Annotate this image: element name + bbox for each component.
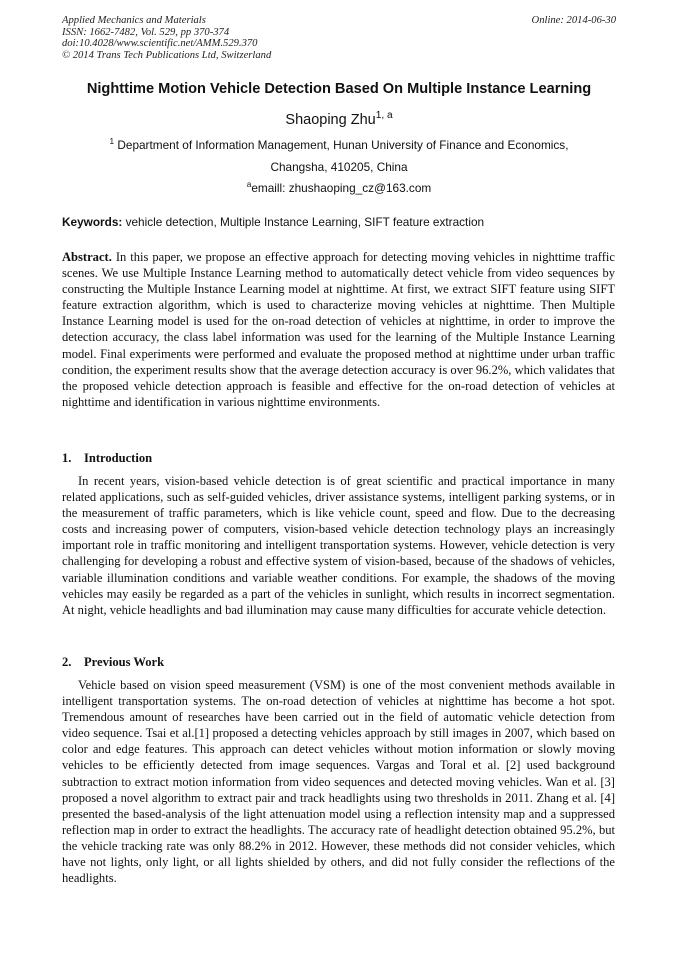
section-heading-previous-work [62, 655, 164, 670]
affiliation-line-1 [40, 138, 638, 152]
abstract-text: In this paper, we propose an effective approach for detecting moving vehicles in nighttime traffic scenes. We use Multiple Instance Learning method to automatically detect vehicle from video sequences by constructing the Multiple Instance Learning model at nighttime. At first, we extract SIFT feature using SIFT feature extraction algorithm, which is used to characterize moving vehicles at nighttime. Then Multiple Instance Learning model is used for the on-road detection of vehicles at nighttime, in order to improve the detection accuracy, the class label information was used for the learning of the Multiple Instance Learning model. Final experiments were performed and evaluate the proposed method at nighttime under urban traffic condition, the experiment results show that the average detection accuracy is over 96.2%, which validates that the proposed vehicle detection approach is feasible and effective for the on-road detection of vehicles at nighttime and identification in various nighttime environments. [62, 250, 615, 409]
journal-header [62, 15, 271, 61]
section-title: Introduction [84, 451, 153, 465]
abstract-paragraph [62, 249, 615, 410]
author-line [40, 112, 638, 128]
section-number: 1. [62, 451, 72, 465]
author-name: Shaoping Zhu [285, 112, 376, 128]
keywords-line [62, 215, 616, 229]
affiliation-text-1: Department of Information Management, Hunan University of Finance and Economics, [117, 138, 569, 152]
keywords-text: vehicle detection, Multiple Instance Learning, SIFT feature extraction [125, 215, 485, 229]
keywords-label: Keywords: [62, 215, 123, 229]
affiliation-line-2: Changsha, 410205, China [270, 160, 408, 174]
journal-copyright: © 2014 Trans Tech Publications Ltd, Switzerland [62, 49, 272, 61]
journal-doi[interactable]: doi:10.4028/www.scientific.net/AMM.529.370 [62, 38, 258, 50]
online-date: Online: 2014-06-30 [531, 15, 616, 26]
email-text[interactable]: emaill: zhushaoping_cz@163.com [251, 181, 432, 195]
introduction-paragraph: In recent years, vision-based vehicle detection is of great scientific and practical importance in many related applications, such as self-guided vehicles, driver assistance systems, intelligent parking systems, or in the measurement of traffic parameters, which is like vehicle count, speed and flow. Due to the decreasing costs and increasing power of computers, vision-based vehicle detection technology plays an increasingly important role in traffic monitoring and intelligent transportation systems. However, vehicle detection is very challenging for developing a robust and effective system of vision-based, because of the shadows of vehicles, variable illumination conditions and variable weather conditions. For example, the shadows of the moving vehicles may easily be regarded as a part of the vehicles in sunlight, which results in incorrect segmentation. At night, vehicle headlights and bad illumination may cause many difficulties for accurate vehicle detection. [62, 474, 615, 617]
paper-title: Nighttime Motion Vehicle Detection Based On Multiple Instance Learning [86, 81, 592, 97]
affiliation-sup: 1 [109, 137, 115, 147]
section-heading-introduction [62, 451, 152, 466]
section-number: 2. [62, 655, 72, 669]
journal-issn: ISSN: 1662-7482, Vol. 529, pp 370-374 [62, 26, 230, 38]
section-title: Previous Work [84, 655, 165, 669]
abstract-label: Abstract. [62, 250, 112, 264]
author-sup: 1, a [375, 110, 393, 122]
email-sup: a [246, 180, 252, 190]
email-line [40, 181, 638, 195]
journal-name: Applied Mechanics and Materials [62, 15, 206, 26]
previous-work-paragraph: Vehicle based on vision speed measurement (VSM) is one of the most convenient methods available in intelligent transportation systems. The on-road detection of vehicles at nighttime has become a hot spot. Tremendous amount of researches have been carried out in the field of automatic vehicle detection from video sequence. Tsai et al.[1] proposed a detecting vehicles approach by still images in 2007, which based on color and edge features. This approach can detect vehicles without motion information or slowly moving vehicles to be efficiently detected from image sequences. Vargas and Toral et al. [2] used background subtraction to extract motion information from video sequences and detected moving vehicles. Wan et al. [3] proposed a novel algorithm to extract pair and track headlights using two thresholds in 2011. Zhang et al. [4] presented the based-analysis of the light attenuation model using a reflection intensity map and a suppressed reflection map in order to extract the headlights. The accuracy rate of headlight detection obtained 95.2%, but the vehicle tracking rate was only 88.2% in 2012. However, these methods did not consider vehicles, which have not lights, only light, or all lights shielded by others, and did not fully consider the reflections of the headlights. [62, 678, 615, 886]
